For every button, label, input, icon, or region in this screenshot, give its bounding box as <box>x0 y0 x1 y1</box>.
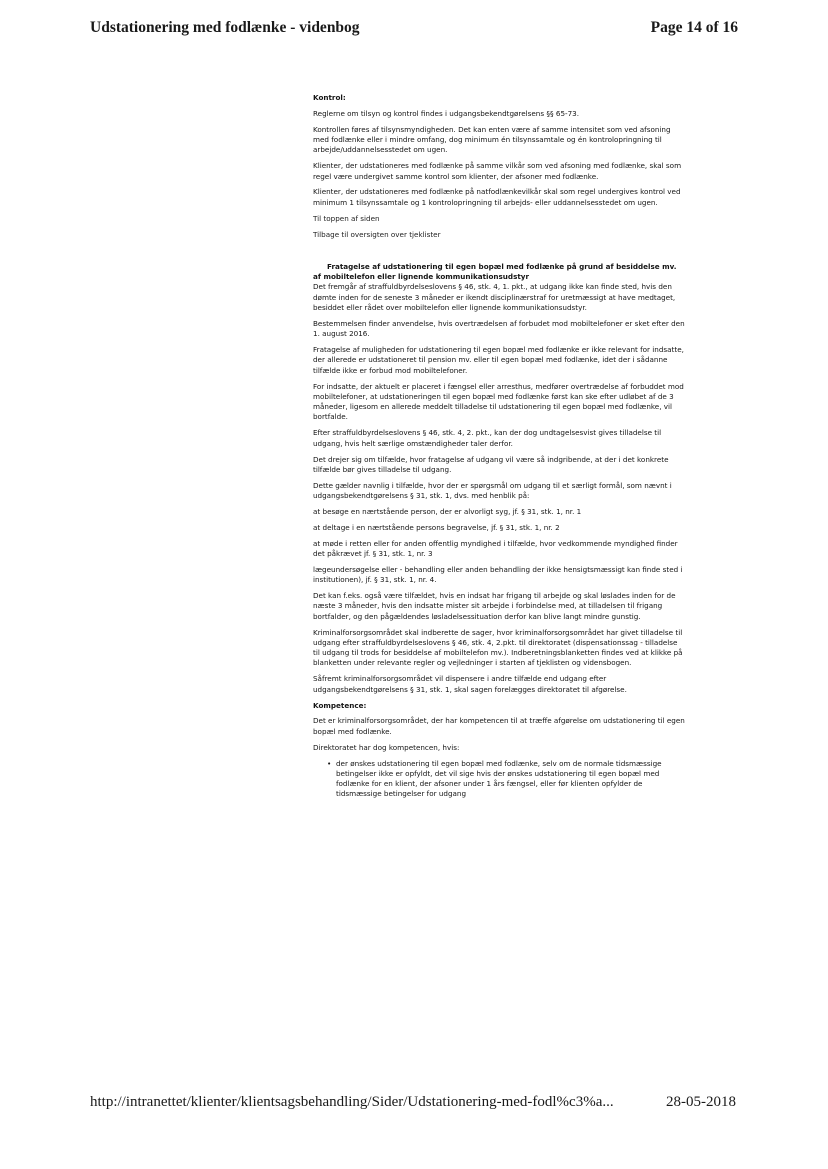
paragraph: at deltage i en nærtstående persons begravelse, jf. § 31, stk. 1, nr. 2 <box>313 522 560 532</box>
bullet-list <box>313 759 685 800</box>
link-to-top[interactable]: Til toppen af siden <box>313 213 380 223</box>
page-number: Page 14 of 16 <box>650 19 738 36</box>
paragraph: Direktoratet har dog kompetencen, hvis: <box>313 742 460 752</box>
section-fratagelse <box>313 262 685 313</box>
paragraph: Efter straffuldbyrdelseslovens § 46, stk. 4, 2. pkt., kan der dog undtagelsesvist gives tilladelse til udgang, hvis helt særlige omstændigheder taler derfor. <box>313 428 662 448</box>
page-header <box>90 19 738 43</box>
paragraph: Såfremt kriminalforsorgsområdet vil dispensere i andre tilfælde end udgang efter udgangsbekendtgørelsens § 31, stk. 1, skal sagen forelægges direktoratet til afgørelse. <box>313 674 627 694</box>
link-back-to-overview[interactable]: Tilbage til oversigten over tjeklister <box>313 229 441 239</box>
list-item: • der ønskes udstationering til egen bopæl med fodlænke, selv om de normale tidsmæssige betingelser ikke er opfyldt, det vil sige hvis der ønskes udstationering til egen bopæl med fodlænke for en klient, der afsoner under 1 års fængsel, eller før klienten opfylder de tidsmæssige betingelser for udgang <box>327 759 685 800</box>
footer-date: 28-05-2018 <box>666 1094 736 1110</box>
paragraph: Klienter, der udstationeres med fodlænke på samme vilkår som ved afsoning med fodlænke, skal som regel være undergivet samme kontrol som klienter, der afsoner med fodlænke. <box>313 161 682 181</box>
paragraph: Dette gælder navnlig i tilfælde, hvor der er spørgsmål om udgang til et særligt formål, som nævnt i udgangsbekendtgørelsens § 31, stk. 1, dvs. med henblik på: <box>313 480 672 501</box>
document-title: Udstationering med fodlænke - videnbog <box>90 19 360 36</box>
paragraph: Fratagelse af muligheden for udstationering til egen bopæl med fodlænke er ikke relevant for indsatte, der allerede er udstationeret til pension mv. eller til egen bopæl med fodlænke, idet der i sådanne tilfælde ikke er forbud mod mobiltelefoner. <box>313 345 684 375</box>
footer-url: http://intranettet/klienter/klientsagsbehandling/Sider/Udstationering-med-fodl%c3%a... <box>90 1094 614 1110</box>
document-body <box>313 93 685 800</box>
paragraph: Bestemmelsen finder anvendelse, hvis overtrædelsen af forbudet mod mobiltelefoner er sket efter den 1. august 2016. <box>313 318 685 339</box>
paragraph: at møde i retten eller for anden offentlig myndighed i tilfælde, hvor vedkommende myndighed finder det påkrævet jf. § 31, stk. 1, nr. 3 <box>313 538 678 558</box>
section-heading-kompetence: Kompetence: <box>313 700 367 710</box>
paragraph: Det er kriminalforsorgsområdet, der har kompetencen til at træffe afgørelse om udstationering til egen bopæl med fodlænke. <box>313 716 685 736</box>
paragraph: Reglerne om tilsyn og kontrol findes i udgangsbekendtgørelsens §§ 65-73. <box>313 108 580 118</box>
paragraph: at besøge en nærtstående person, der er alvorligt syg, jf. § 31, stk. 1, nr. 1 <box>313 506 582 516</box>
paragraph: Kontrollen føres af tilsynsmyndigheden. Det kan enten være af samme intensitet som ved afsoning med fodlænke eller i mindre omfang, dog minimum én tilsynssamtale og én kontrolopringning til arbejde/uddannelsesstedet om ugen. <box>313 124 671 155</box>
paragraph: Klienter, der udstationeres med fodlænke på natfodlænkevilkår skal som regel undergives kontrol ved minimum 1 tilsynssamtale og 1 kontrolopringning til arbejds- eller uddannelsesstedet om ugen. <box>313 187 681 207</box>
paragraph: Det drejer sig om tilfælde, hvor fratagelse af udgang vil være så indgribende, at der i det konkrete tilfælde bør gives tilladelse til udgang. <box>313 454 669 474</box>
paragraph: lægeundersøgelse eller - behandling eller anden behandling der ikke hensigtsmæssigt kan finde sted i institutionen), jf. § 31, stk. 1, nr. 4. <box>313 564 683 585</box>
paragraph: Kriminalforsorgsområdet skal indberette de sager, hvor kriminalforsorgsområdet har givet tilladelse til udgang efter straffuldbyrdelseslovens § 46, stk. 4, 2.pkt. til direktoratet (dispensationssag - tilladelse til udgang til trods for besiddelse af mobiltelefon mv.). Indberetningsblanketten findes ved at klikke på blanketten under relevante regler og vejledninger i starten af tjeklisten og vidensbogen. <box>313 627 683 668</box>
section-heading-fratagelse: Fratagelse af udstationering til egen bopæl med fodlænke på grund af besiddelse mv. af mobiltelefon eller lignende kommunikationsudstyr <box>313 261 677 282</box>
paragraph: Det fremgår af straffuldbyrdelseslovens § 46, stk. 4, 1. pkt., at udgang ikke kan finde sted, hvis den dømte inden for de seneste 3 måneder er ikendt disciplinærstraf for uretmæssigt at have medtaget, besiddet eller rådet over mobiltelefon eller lignende kommunikationsudstyr. <box>313 282 676 313</box>
page-footer <box>90 1094 736 1116</box>
paragraph: Det kan f.eks. også være tilfældet, hvis en indsat har frigang til arbejde og skal løslades inden for de næste 3 måneder, hvis den indsatte mister sit arbejde i forbindelse med, at tilladelsen til frigang bortfalder, og den pågældendes løsladelsessituation derfor kan blive langt mindre gunstig. <box>313 591 676 621</box>
paragraph: For indsatte, der aktuelt er placeret i fængsel eller arresthus, medfører overtrædelse af forbuddet mod mobiltelefoner, at udstationeringen til egen bopæl med fodlænke først kan ske efter udløbet af de 3 måneder, ligesom en allerede meddelt tilladelse til udstationering til egen bopæl med fodlænke, vil bortfalde. <box>313 381 684 422</box>
section-heading-kontrol: Kontrol: <box>313 93 346 102</box>
